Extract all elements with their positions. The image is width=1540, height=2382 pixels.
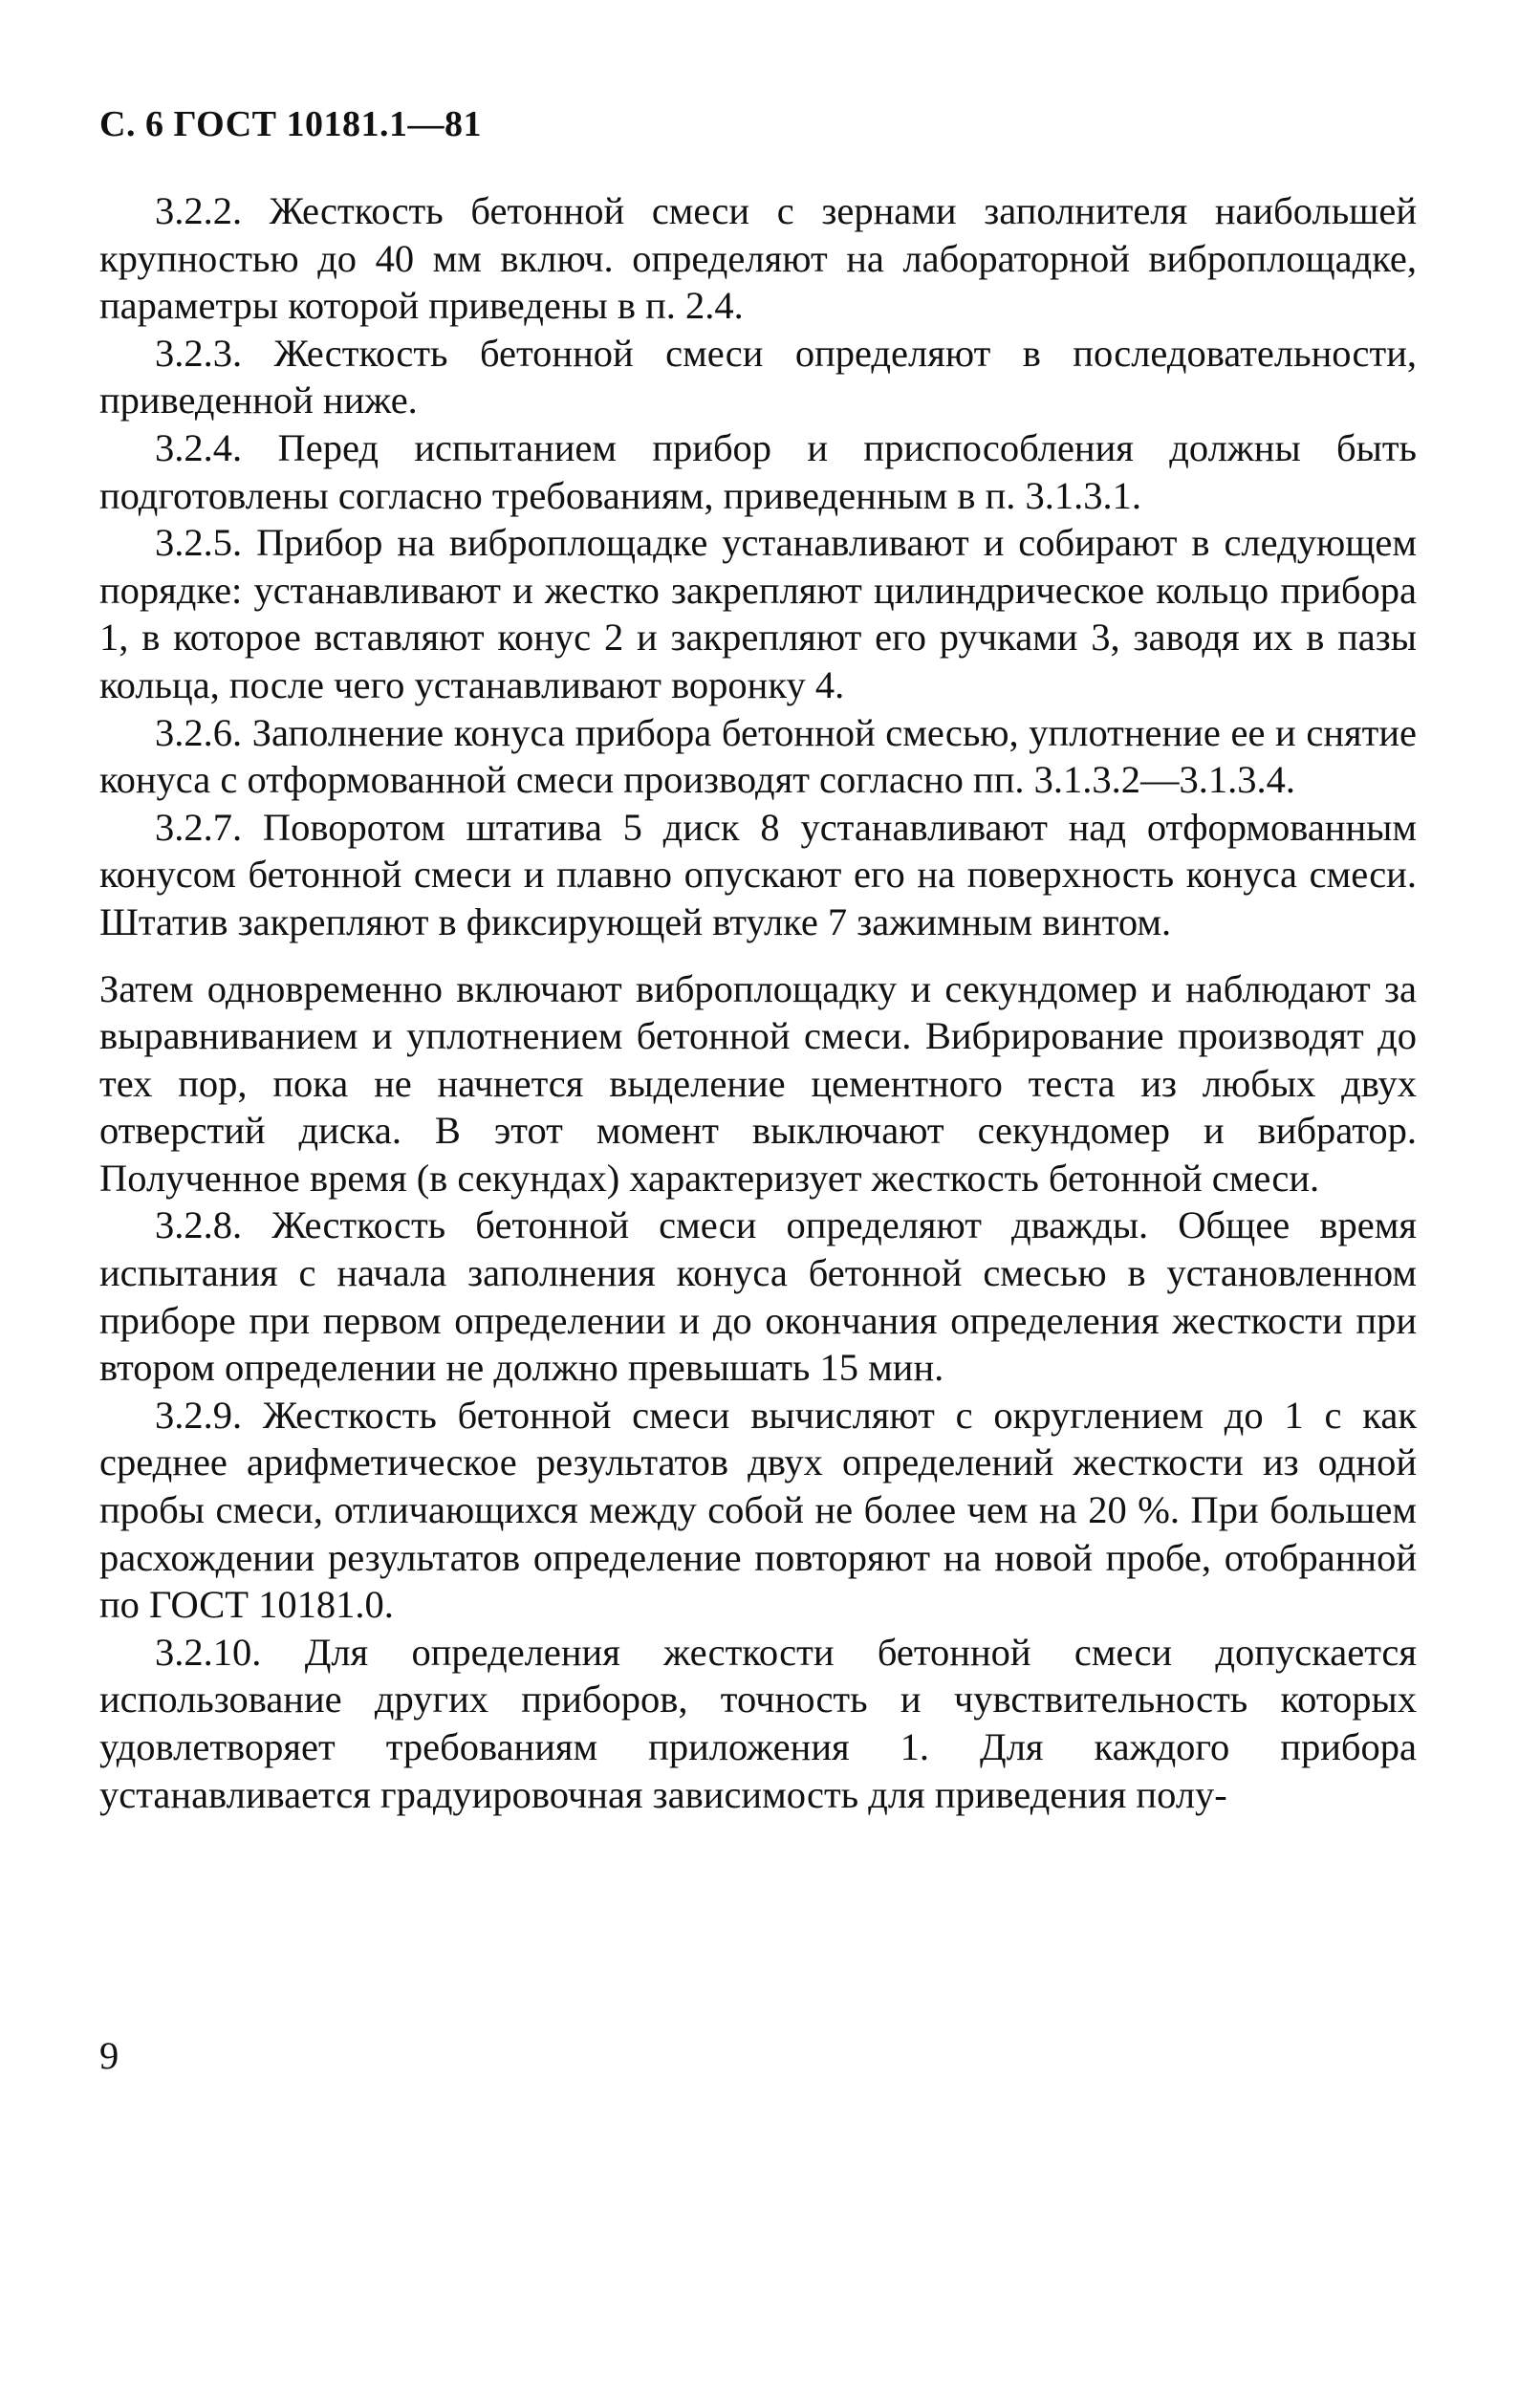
paragraph-vibration-procedure: Затем одновременно включают виброплощадку и секундомер и наблюдают за выравниванием и уплотнением бетонной смеси. Вибрирование производят до тех пор, пока не начнется выделение цементного теста из любых двух отверстий диска. В этот момент выключают секундомер и вибратор. Полученное время (в секундах) характеризует жесткость бетонной смеси.	[99, 966, 1417, 1200]
paragraph-3-2-8: 3.2.8. Жесткость бетонной смеси определяют дважды. Общее время испытания с начала заполнения конуса бетонной смесью в установленном приборе при первом определении и до окончания определения жесткости при втором определении не должно превышать 15 мин.	[99, 1203, 1417, 1390]
page-number: 9	[99, 2034, 119, 2077]
document-body	[99, 187, 1417, 1818]
paragraph-3-2-6: 3.2.6. Заполнение конуса прибора бетонной смесью, уплотнение ее и снятие конуса с отформованной смеси производят согласно пп. 3.1.3.2—3.1.3.4.	[99, 710, 1417, 802]
paragraph-3-2-5: 3.2.5. Прибор на виброплощадке устанавливают и собирают в следующем порядке: устанавливают и жестко закрепляют цилиндрическое кольцо прибора 1, в которое вставляют конус 2 и закрепляют его ручками 3, заводя их в пазы кольца, после чего устанавливают воронку 4.	[99, 521, 1417, 706]
paragraph-3-2-3: 3.2.3. Жесткость бетонной смеси определяют в последовательности, приведенной ниже.	[99, 331, 1417, 422]
paragraph-3-2-2: 3.2.2. Жесткость бетонной смеси с зернами заполнителя наибольшей крупностью до 40 мм включ. определяют на лабораторной виброплощадке, параметры которой приведены в п. 2.4.	[99, 189, 1417, 328]
page-header: С. 6 ГОСТ 10181.1—81	[99, 104, 482, 144]
paragraph-3-2-7: 3.2.7. Поворотом штатива 5 диск 8 устанавливают над отформованным конусом бетонной смеси и плавно опускают его на поверхность конуса смеси. Штатив закрепляют в фиксирующей втулке 7 зажимным винтом.	[99, 805, 1417, 943]
paragraph-3-2-9: 3.2.9. Жесткость бетонной смеси вычисляют с округлением до 1 с как среднее арифметическое результатов двух определений жесткости из одной пробы смеси, отличающихся между собой не более чем на 20 %. При большем расхождении результатов определение повторяют на новой пробе, отобранной по ГОСТ 10181.0.	[99, 1393, 1417, 1627]
paragraph-3-2-10: 3.2.10. Для определения жесткости бетонной смеси допускается использование других приборов, точность и чувствительность которых удовлетворяет требованиям приложения 1. Для каждого прибора устанавливается градуировочная зависимость для приведения полу-	[99, 1630, 1417, 1816]
paragraph-3-2-4: 3.2.4. Перед испытанием прибор и приспособления должны быть подготовлены согласно требованиям, приведенным в п. 3.1.3.1.	[99, 425, 1417, 517]
